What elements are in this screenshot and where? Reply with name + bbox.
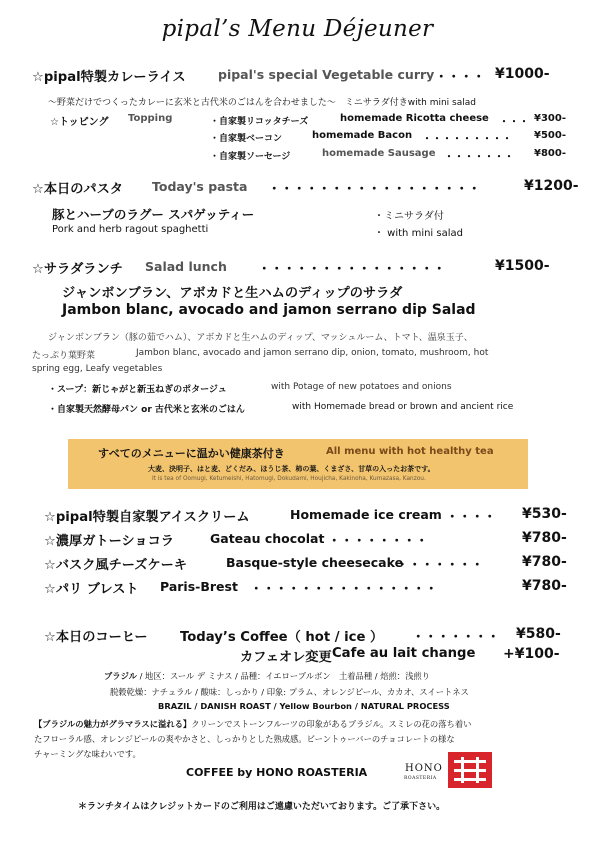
coffee-appeal: チャーミングな味わいです。: [34, 749, 141, 759]
pasta-side-en: ・ with mini salad: [374, 228, 463, 239]
salad-desc: ジャンボンブラン（豚の茹でハム）、アボカドと生ハムのディップ、マッシュルーム、トマト、温泉玉子、: [48, 333, 473, 343]
salad-desc: たっぷり葉野菜: [32, 351, 96, 361]
footer-note: ＊ランチタイムはクレジットカードのご利用はご遠慮いただいております。ご了承下さい。: [78, 802, 446, 812]
coffee-appeal-text: クリーンでストーンフルーツの印象があるブラジル。スミレの花の落ち着い: [191, 719, 472, 729]
coffee-origin-details: / 地区：スール デ ミナス / 品種：イエローブルボン 土着品種 / 焙煎：浅煎り: [136, 671, 430, 681]
dessert-price: ¥780-: [522, 554, 567, 570]
coffee-name: ☆本日のコーヒー: [44, 630, 148, 645]
coffee-appeal: たフローラル感、オレンジピールの爽やかさと、しっかりとした熟成感。ビーントゥーバーのチョコレートの様な: [34, 734, 455, 744]
salad-dish: ジャンボンブラン、アボカドと生ハムのディップのサラダ: [62, 286, 403, 301]
salad-dish-en: Jambon blanc, avocado and jamon serrano dip Salad: [62, 302, 476, 318]
coffee-info: [104, 670, 430, 682]
dessert-price: ¥780-: [522, 578, 567, 594]
coffee-name-en: Today’s Coffee（ hot / ice ）: [180, 630, 384, 645]
coffee-upgrade-en: Cafe au lait change: [332, 646, 476, 661]
coffee-upgrade-price: +¥100-: [503, 646, 560, 662]
tea-list-en: It is tea of Oomugi, Ketumeishi, Hatomugi, Dokudami, Houjicha, Kakinoha, Kumazasa, Kanzou.: [152, 476, 426, 482]
curry-price: ¥1000-: [495, 66, 550, 82]
topping-item-en: homemade Bacon: [312, 130, 413, 141]
roaster-logo-icon: [448, 752, 492, 788]
dessert-name-en: Paris-Brest: [160, 579, 238, 594]
topping-leader: ・・・: [499, 117, 529, 128]
salad-price: ¥1500-: [495, 258, 550, 274]
topping-leader: ・・・・・・・: [444, 152, 514, 163]
salad-leader: ・・・・・・・・・・・・・・・: [258, 261, 446, 276]
topping-price: ¥500-: [534, 130, 566, 141]
pasta-dish-en: Pork and herb ragout spaghetti: [52, 224, 209, 235]
dessert-name: ☆pipal特製自家製アイスクリーム: [44, 510, 250, 525]
topping-label: ☆トッピング: [50, 117, 109, 128]
pasta-leader: ・・・・・・・・・・・・・・・・・: [268, 181, 481, 196]
tea-headline: すべてのメニューに温かい健康茶付き: [98, 447, 285, 460]
dessert-name: ☆パリ ブレスト: [44, 582, 139, 597]
coffee-appeal-head: 【ブラジルの魅力がグラマラスに溢れる】: [34, 719, 192, 729]
topping-leader: ・・・・・・・・・: [422, 134, 512, 145]
salad-soup-en: with Potage of new potatoes and onions: [271, 382, 452, 392]
pasta-side: ・ミニサラダ付: [374, 211, 444, 222]
dessert-leader: ・・・・・・・・: [328, 533, 429, 548]
salad-desc-en: Jambon blanc, avocado and jamon serrano dip, onion, tomato, mushroom, hot: [136, 348, 489, 358]
coffee-upgrade: カフェオレ変更: [240, 650, 332, 665]
tea-list: 大麦、決明子、はと麦、どくだみ、ほうじ茶、柿の葉、くまざさ、甘草の入ったお茶です。: [148, 465, 435, 473]
dessert-name-en: Basque-style cheesecake: [226, 555, 404, 570]
salad-bread: ・自家製天然酵母パン or 古代米と玄米のごはん: [48, 405, 245, 415]
curry-name-en: pipal's special Vegetable curry: [218, 67, 435, 82]
dessert-leader: ・・・・: [446, 509, 497, 524]
coffee-appeal: [34, 718, 471, 730]
menu-title: pipal’s Menu Déjeuner: [161, 16, 434, 42]
curry-leader: ・・・・: [435, 69, 486, 84]
dessert-name: ☆濃厚ガトーショコラ: [44, 534, 174, 549]
pasta-name: ☆本日のパスタ: [32, 182, 123, 197]
dessert-price: ¥780-: [522, 530, 567, 546]
pasta-name-en: Today's pasta: [152, 179, 248, 194]
tea-headline-en: All menu with hot healthy tea: [326, 446, 494, 457]
coffee-info: 脱穀乾燥：ナチュラル / 酸味：しっかり / 印象: プラム、オレンジピール、カカオ、スイートネス: [110, 687, 469, 697]
dessert-name-en: Homemade ice cream: [290, 507, 442, 522]
topping-price: ¥800-: [534, 148, 566, 159]
salad-soup: ・スープ：新じゃがと新玉ねぎのポタージュ: [48, 385, 227, 395]
pasta-price: ¥1200-: [524, 178, 579, 194]
coffee-leader: ・・・・・・・: [412, 629, 500, 644]
topping-item-en: homemade Sausage: [322, 148, 436, 159]
dessert-price: ¥530-: [522, 506, 567, 522]
topping-item-en: homemade Ricotta cheese: [340, 113, 489, 124]
coffee-origin: ブラジル: [104, 671, 137, 681]
roaster-logo-sub: ROASTERIA: [404, 776, 437, 781]
topping-item: ・自家製ソーセージ: [210, 152, 291, 162]
curry-description: 〜野菜だけでつくったカレーに玄米と古代米のごはんを合わせました〜 ミニサラダ付きwith mini salad: [48, 98, 476, 108]
dessert-leader: ・・・・・・・・・・・・・・・: [250, 581, 438, 596]
roaster-logo-text: HONO: [405, 763, 443, 774]
salad-bread-en: with Homemade bread or brown and ancient rice: [292, 402, 514, 412]
dessert-name-en: Gateau chocolat: [210, 531, 325, 546]
coffee-info-en: BRAZIL / DANISH ROAST / Yellow Bourbon / NATURAL PROCESS: [158, 701, 450, 711]
topping-price: ¥300-: [534, 113, 566, 124]
dessert-name: ☆バスク風チーズケーキ: [44, 558, 188, 573]
curry-name: ☆pipal特製カレーライス: [32, 70, 186, 85]
topping-item: ・自家製ベーコン: [210, 134, 283, 144]
topping-label-en: Topping: [128, 113, 173, 124]
salad-desc-en: spring egg, Leafy vegetables: [32, 364, 163, 374]
coffee-price: ¥580-: [516, 626, 561, 642]
topping-item: ・自家製リコッタチーズ: [210, 117, 309, 127]
roaster-credit: COFFEE by HONO ROASTERIA: [186, 766, 368, 779]
salad-name: ☆サラダランチ: [32, 262, 123, 277]
dessert-leader: ・・・・・・・: [396, 557, 484, 572]
pasta-dish: 豚とハーブのラグー スパゲッティー: [52, 207, 255, 222]
salad-name-en: Salad lunch: [145, 259, 227, 274]
